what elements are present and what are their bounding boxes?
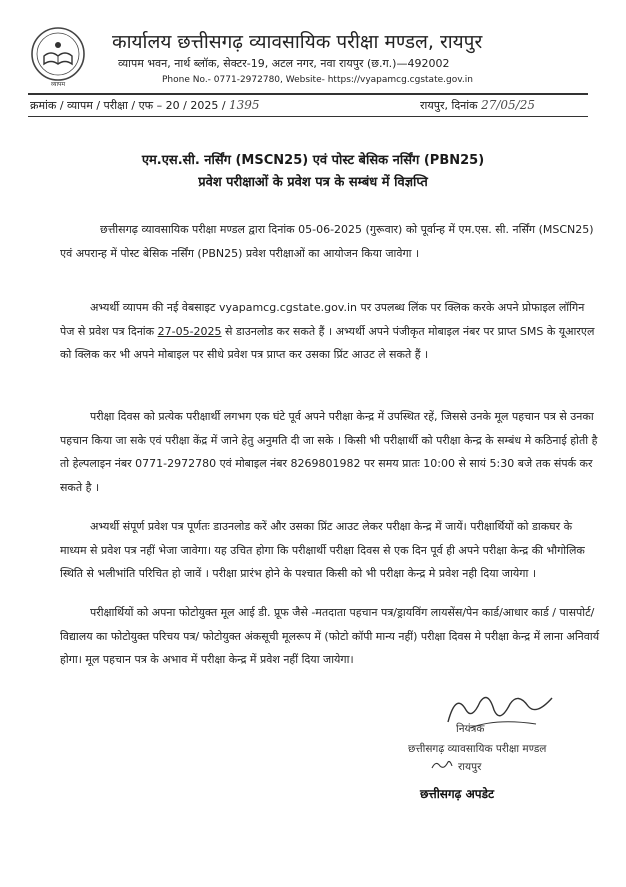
org-title: कार्यालय छत्तीसगढ़ व्यावसायिक परीक्षा मण्डल, रायपुर bbox=[112, 31, 483, 53]
signatory-organization: छत्तीसगढ़ व्यावसायिक परीक्षा मण्डल bbox=[408, 743, 547, 755]
subject-line-2: प्रवेश परीक्षाओं के प्रवेश पत्र के सम्बंध में विज्ञप्ति bbox=[198, 175, 428, 190]
paragraph-id-proof: परीक्षार्थियों को अपना फोटोयुक्त मूल आई डी. प्रूफ जैसे -मतदाता पहचान पत्र/ड्रायविंग लायसेंस/पेन कार्ड/आधार कार्ड / पासपोर्ट/विद्यालय का फोटोयुक्त परिचय पत्र/ फोटोयुक्त अंकसूची मूलरूप में (फोटो कॉपी मान्य नहीं) परीक्षा दिवस मे परीक्षा केन्द्र में लाना अनिवार्य होगा। मूल पहचान पत्र के अभाव में परीक्षा केन्द्र में प्रवेश नहीं दिया जायेगा। bbox=[60, 606, 600, 666]
paragraph-admit-card-download bbox=[60, 296, 600, 367]
paragraph-admit-card-print: अभ्यर्थी संपूर्ण प्रवेश पत्र पूर्णतः डाउनलोड करें और उसका प्रिंट आउट लेकर परीक्षा केन्द्र में जायें। परीक्षार्थियों को डाकघर के माध्यम से प्रवेश पत्र नहीं भेजा जावेगा। यह उचित होगा कि परीक्षार्थी परीक्षा दिवस से एक दिन पूर्व ही अपने परीक्षा केन्द्र की भौगोलिक स्थिति से भलीभांति परिचित हो जावें । परीक्षा प्रारंभ होने के पश्चात किसी को भी परीक्षा केन्द्र मे प्रवेश नही दिया जायेगा । bbox=[60, 520, 585, 580]
header-divider bbox=[28, 93, 588, 95]
reference-prefix: क्रमांक / व्यापम / परीक्षा / एफ – 20 / 2025 / bbox=[30, 99, 226, 112]
signatory-initials bbox=[430, 758, 454, 772]
date-handwritten: 27/05/25 bbox=[481, 98, 535, 112]
vyapam-logo bbox=[30, 26, 86, 82]
org-contact: Phone No.- 0771-2972780, Website- https://vyapamcg.cgstate.gov.in bbox=[162, 75, 473, 85]
reference-divider bbox=[28, 116, 588, 117]
admit-card-date: 27-05-2025 bbox=[157, 324, 222, 338]
paragraph-exam-schedule: छत्तीसगढ़ व्यावसायिक परीक्षा मण्डल द्वारा दिनांक 05-06-2025 (गुरूवार) को पूर्वान्ह में एम.एस. सी. नर्सिंग (MSCN25) एवं अपरान्ह में पोस्ट बेसिक नर्सिंग (PBN25) प्रवेश परीक्षाओं का आयोजन किया जावेगा । bbox=[60, 223, 594, 260]
reference-handwritten-number: 1395 bbox=[229, 98, 260, 112]
signatory-role: नियंत्रक bbox=[456, 723, 485, 735]
paragraph-reporting-helpline: परीक्षा दिवस को प्रत्येक परीक्षार्थी लगभग एक घंटे पूर्व अपने परीक्षा केन्द्र में उपस्थित रहें, जिससे उनके मूल पहचान पत्र से उनका पहचान किया जा सके एवं परीक्षा केंद्र में जाने हेतु अनुमति दी जा सके । किसी भी परीक्षार्थी को परीक्षा केन्द्र के सम्बंध मे कठिनाई होती है तो हेल्पलाइन नंबर 0771-2972780 एवं मोबाइल नंबर 8269801982 पर समय प्रातः 10:00 से सायं 5:30 बजे तक संपर्क कर सकते है । bbox=[60, 410, 598, 494]
paragraph-admit-card-text-a: अभ्यर्थी व्यापम की नई वेबसाइट vyapamcg.cgstate.gov.in पर उपलब्ध लिंक पर क्लिक करके अपने प्रोफाइल लॉगिन पेज से प्रवेश पत्र दिनांक bbox=[60, 301, 585, 338]
subject-line-1: एम.एस.सी. नर्सिंग (MSCN25) एवं पोस्ट बेसिक नर्सिंग (PBN25) bbox=[141, 153, 485, 168]
logo-caption: व्यापम bbox=[50, 81, 66, 88]
signatory-city: रायपुर bbox=[458, 761, 482, 773]
reference-number bbox=[30, 98, 260, 113]
reference-date bbox=[420, 98, 535, 113]
org-address: व्यापम भवन, नार्थ ब्लॉक, सेक्टर-19, अटल नगर, नवा रायपुर (छ.ग.)—492002 bbox=[118, 57, 450, 70]
paragraph-admit-card-text-b: से डाउनलोड कर सकते हैं । अभ्यर्थी अपने पंजीकृत मोबाइल नंबर पर प्राप्त SMS के यूआरएल को क्लिक कर भी अपने मोबाइल पर सीधे प्रवेश पत्र प्राप्त कर उसका प्रिंट आउट ले सकते हैं । bbox=[60, 324, 595, 361]
date-label: रायपुर, दिनांक bbox=[420, 99, 478, 112]
source-watermark: छत्तीसगढ़ अपडेट bbox=[420, 787, 495, 801]
